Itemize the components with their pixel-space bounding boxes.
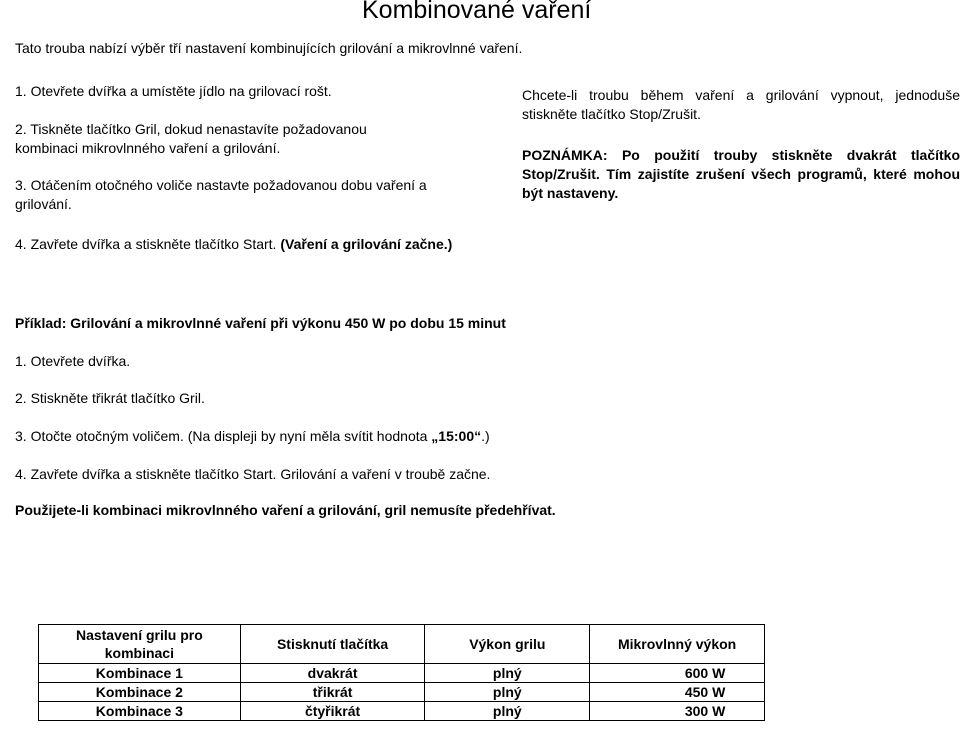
page-title: Kombinované vaření — [362, 0, 592, 24]
example-step-2: 2. Stiskněte třikrát tlačítko Gril. — [15, 390, 205, 406]
note-text: POZNÁMKA: Po použití trouby stiskněte dvakrát tlačítko Stop/Zrušit. Tím zajistíte zrušení všech programů, které mohou být nastaveny. — [522, 147, 960, 201]
table-row — [39, 683, 765, 702]
step-2: 2. Tiskněte tlačítko Gril, dokud nenastavíte požadovanou kombinaci mikrovlnného vaření a grilování. — [15, 121, 367, 156]
stop-instruction: Chcete-li troubu během vaření a grilování vypnout, jednoduše stiskněte tlačítko Stop/Zrušit. — [522, 87, 960, 122]
table-cell: plný — [425, 683, 590, 702]
table-cell: Kombinace 3 — [39, 702, 241, 721]
example-step-4: 4. Zavřete dvířka a stiskněte tlačítko Start. Grilování a vaření v troubě začne. — [15, 466, 491, 482]
table-row — [39, 664, 765, 683]
example-step-1: 1. Otevřete dvířka. — [15, 353, 131, 369]
table-header: Nastavení grilu pro kombinaci — [39, 625, 241, 664]
step-1: 1. Otevřete dvířka a umístěte jídlo na grilovací rošt. — [15, 83, 332, 99]
combination-table — [38, 624, 765, 721]
table-header: Mikrovlnný výkon — [590, 625, 765, 664]
table-cell: čtyřikrát — [240, 702, 425, 721]
table-cell: 300 W — [590, 702, 765, 721]
example-step-3 — [15, 428, 490, 444]
table-cell: 450 W — [590, 683, 765, 702]
table-cell: plný — [425, 664, 590, 683]
step-4-text: 4. Zavřete dvířka a stiskněte tlačítko Start. — [15, 236, 281, 252]
table-row — [39, 702, 765, 721]
table-cell: 600 W — [590, 664, 765, 683]
table-cell: Kombinace 1 — [39, 664, 241, 683]
intro-text: Tato trouba nabízí výběr tří nastavení kombinujících grilování a mikrovlnné vaření. — [15, 40, 523, 56]
table-cell: dvakrát — [240, 664, 425, 683]
table-cell: třikrát — [240, 683, 425, 702]
example-step-3-end: .) — [481, 428, 490, 444]
table-cell: plný — [425, 702, 590, 721]
preheat-tip: Použijete-li kombinaci mikrovlnného vaření a grilování, gril nemusíte předehřívat. — [15, 502, 556, 518]
example-title: Příklad: Grilování a mikrovlnné vaření při výkonu 450 W po dobu 15 minut — [15, 315, 506, 331]
step-3: 3. Otáčením otočného voliče nastavte požadovanou dobu vaření a grilování. — [15, 177, 427, 212]
step-4 — [15, 235, 465, 254]
step-4-result: (Vaření a grilování začne.) — [280, 236, 453, 252]
table-cell: Kombinace 2 — [39, 683, 241, 702]
example-step-3-text: 3. Otočte otočným voličem. (Na displeji by nyní měla svítit hodnota — [15, 428, 432, 444]
table-header-row — [39, 625, 765, 664]
display-value: „15:00“ — [431, 428, 482, 444]
table-header: Stisknutí tlačítka — [240, 625, 425, 664]
table-header: Výkon grilu — [425, 625, 590, 664]
